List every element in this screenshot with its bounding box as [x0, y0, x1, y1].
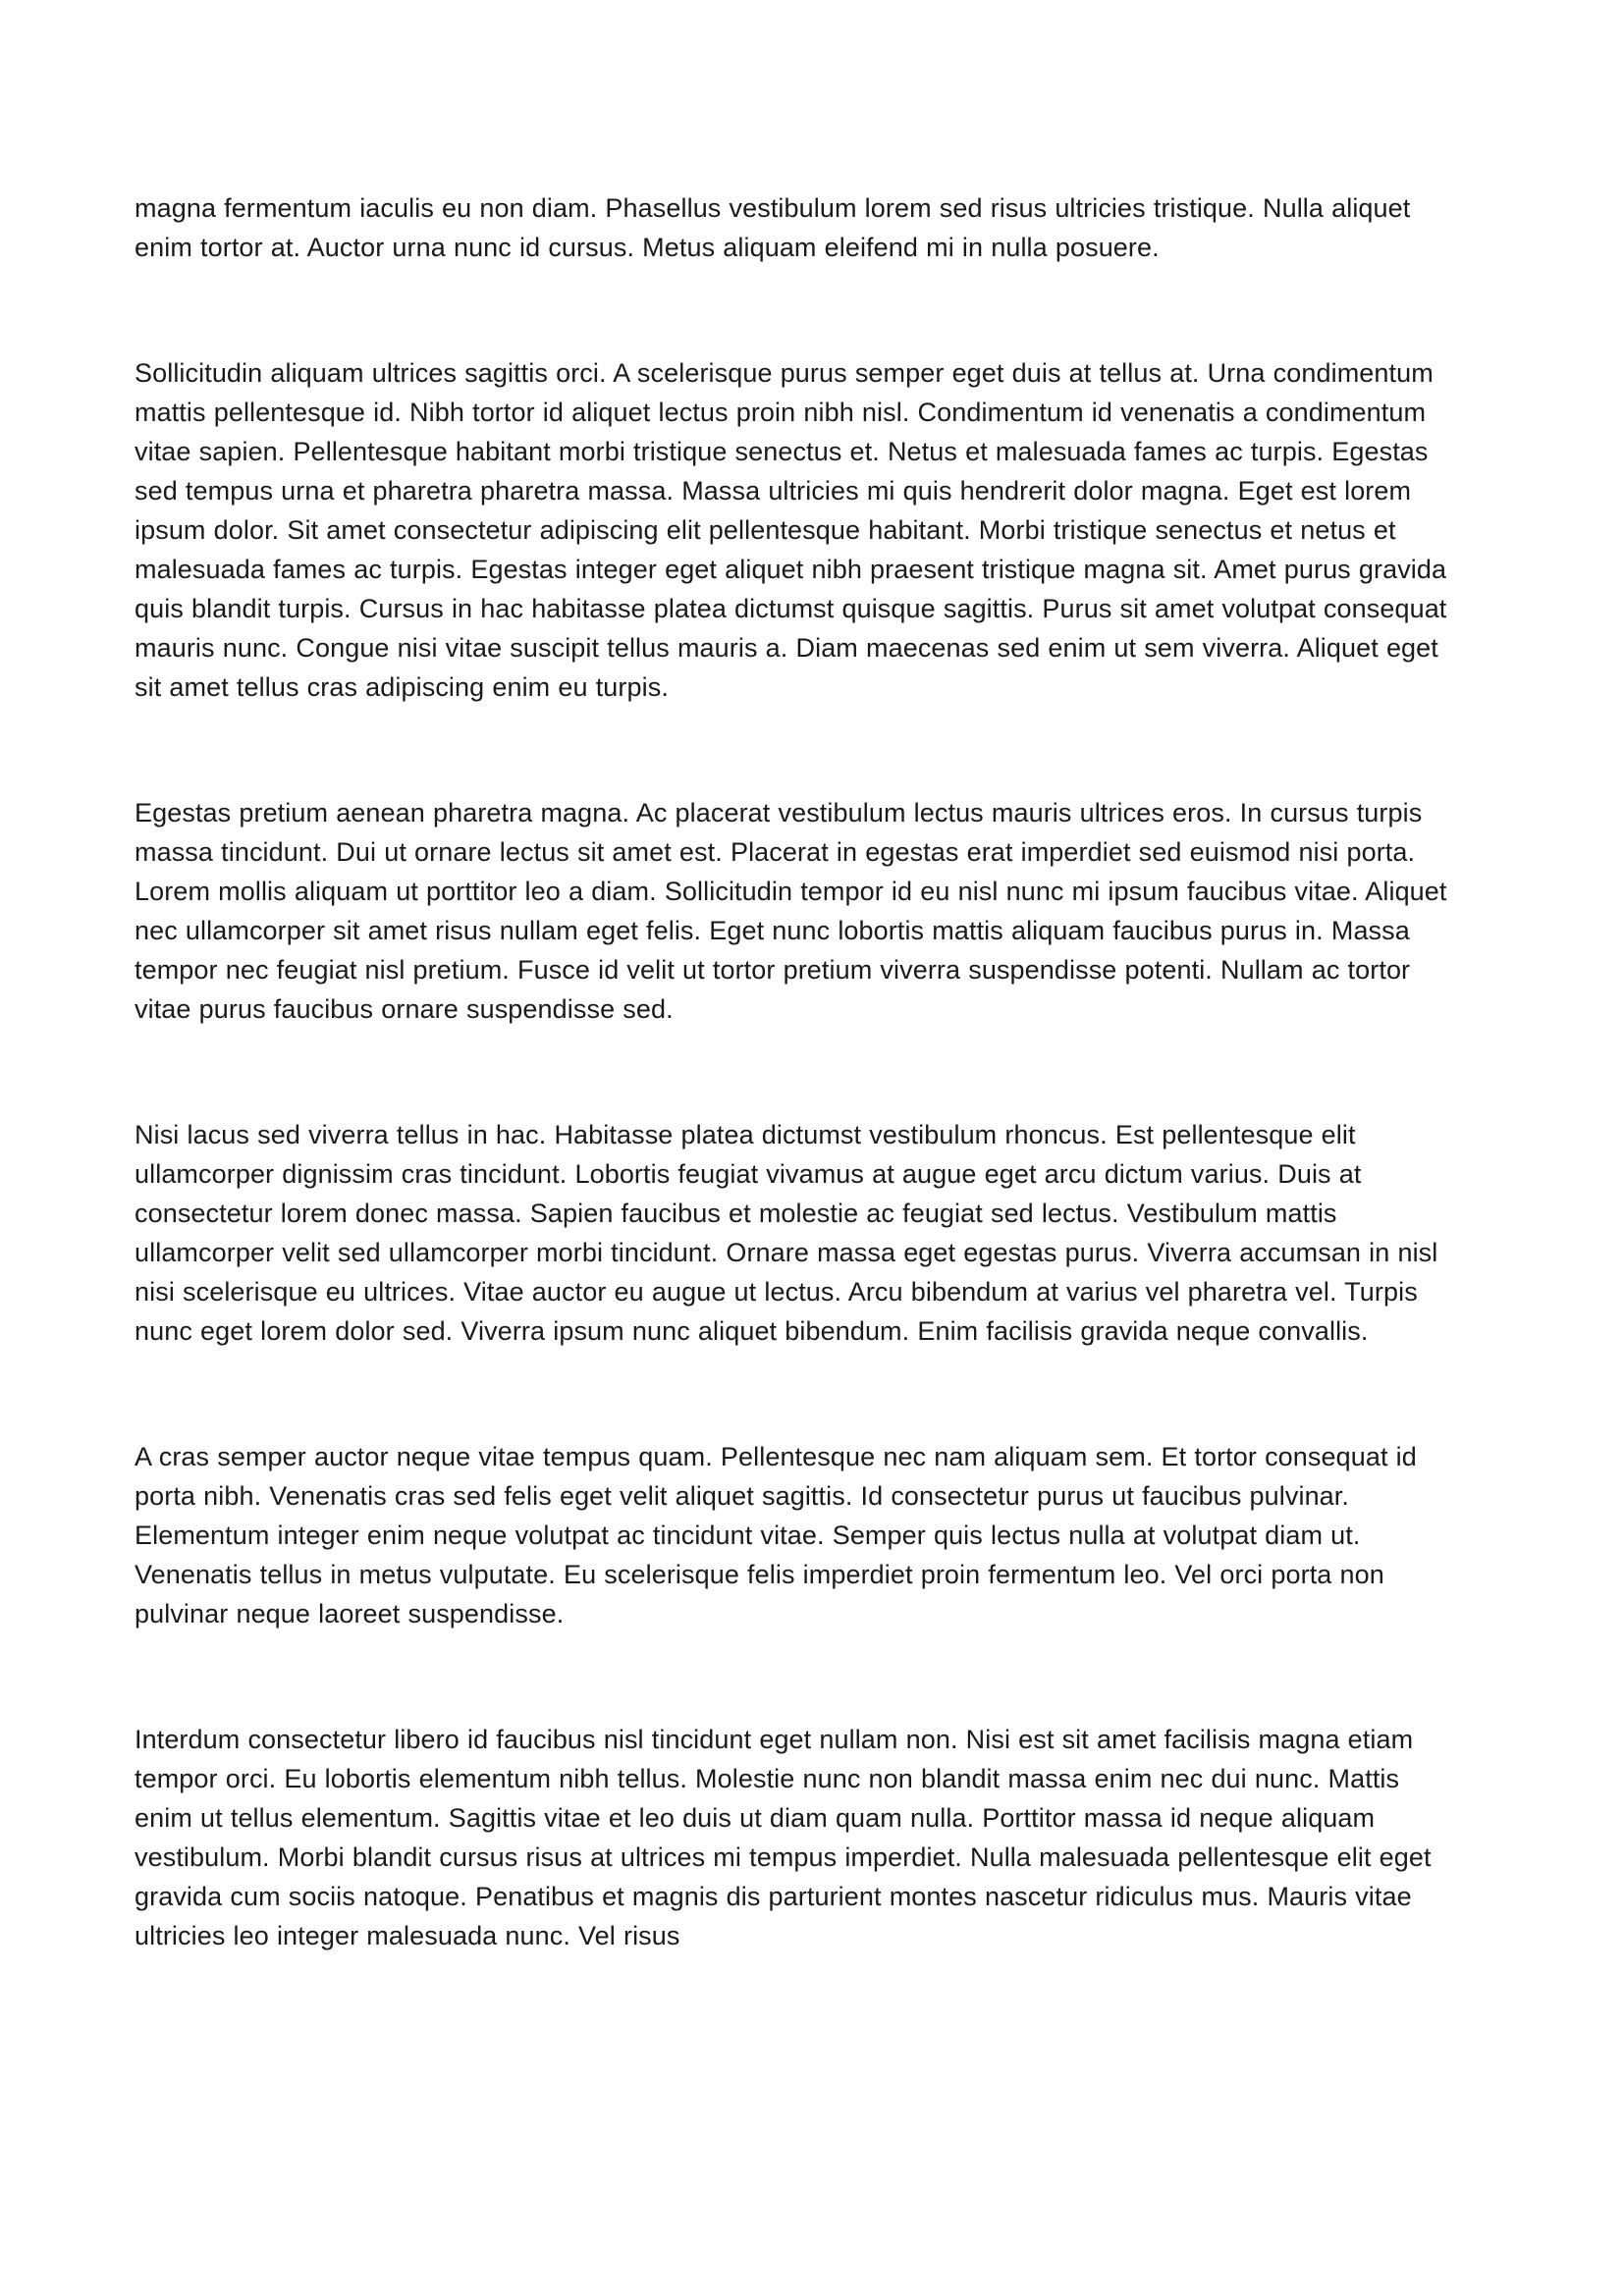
paragraph: Sollicitudin aliquam ultrices sagittis orci. A scelerisque purus semper eget duis at tellus at. Urna condimentum mattis pellentesque id. Nibh tortor id aliquet lectus proin nibh nisl. Condimentum id venenatis a condimentum vitae sapien. Pellentesque habitant morbi tristique senectus et. Netus et malesuada fames ac turpis. Egestas sed tempus urna et pharetra pharetra massa. Massa ultricies mi quis hendrerit dolor magna. Eget est lorem ipsum dolor. Sit amet consectetur adipiscing elit pellentesque habitant. Morbi tristique senectus et netus et malesuada fames ac turpis. Egestas integer eget aliquet nibh praesent tristique magna sit. Amet purus gravida quis blandit turpis. Cursus in hac habitasse platea dictumst quisque sagittis. Purus sit amet volutpat consequat mauris nunc. Congue nisi vitae suscipit tellus mauris a. Diam maecenas sed enim ut sem viverra. Aliquet eget sit amet tellus cras adipiscing enim eu turpis.: [135, 358, 1447, 702]
paragraph: A cras semper auctor neque vitae tempus quam. Pellentesque nec nam aliquam sem. Et tortor consequat id porta nibh. Venenatis cras sed felis eget velit aliquet sagittis. Id consectetur purus ut faucibus pulvinar. Elementum integer enim neque volutpat ac tincidunt vitae. Semper quis lectus nulla at volutpat diam ut. Venenatis tellus in metus vulputate. Eu scelerisque felis imperdiet proin fermentum leo. Vel orci porta non pulvinar neque laoreet suspendisse.: [135, 1442, 1417, 1629]
paragraph: Interdum consectetur libero id faucibus nisl tincidunt eget nullam non. Nisi est sit amet facilisis magna etiam tempor orci. Eu lobortis elementum nibh tellus. Molestie nunc non blandit massa enim nec dui nunc. Mattis enim ut tellus elementum. Sagittis vitae et leo duis ut diam quam nulla. Porttitor massa id neque aliquam vestibulum. Morbi blandit cursus risus at ultrices mi tempus imperdiet. Nulla malesuada pellentesque elit eget gravida cum sociis natoque. Penatibus et magnis dis parturient montes nascetur ridiculus mus. Mauris vitae ultricies leo integer malesuada nunc. Vel risus: [135, 1725, 1432, 1950]
paragraph: Egestas pretium aenean pharetra magna. Ac placerat vestibulum lectus mauris ultrices eros. In cursus turpis massa tincidunt. Dui ut ornare lectus sit amet est. Placerat in egestas erat imperdiet sed euismod nisi porta. Lorem mollis aliquam ut porttitor leo a diam. Sollicitudin tempor id eu nisl nunc mi ipsum faucibus vitae. Aliquet nec ullamcorper sit amet risus nullam eget felis. Eget nunc lobortis mattis aliquam faucibus purus in. Massa tempor nec feugiat nisl pretium. Fusce id velit ut tortor pretium viverra suspendisse potenti. Nullam ac tortor vitae purus faucibus ornare suspendisse sed.: [135, 798, 1447, 1024]
paragraph: Nisi lacus sed viverra tellus in hac. Habitasse platea dictumst vestibulum rhoncus. Est pellentesque elit ullamcorper dignissim cras tincidunt. Lobortis feugiat vivamus at augue eget arcu dictum varius. Duis at consectetur lorem donec massa. Sapien faucibus et molestie ac feugiat sed lectus. Vestibulum mattis ullamcorper velit sed ullamcorper morbi tincidunt. Ornare massa eget egestas purus. Viverra accumsan in nisl nisi scelerisque eu ultrices. Vitae auctor eu augue ut lectus. Arcu bibendum at varius vel pharetra vel. Turpis nunc eget lorem dolor sed. Viverra ipsum nunc aliquet bibendum. Enim facilisis gravida neque convallis.: [135, 1120, 1438, 1346]
paragraph: magna fermentum iaculis eu non diam. Phasellus vestibulum lorem sed risus ultricies tristique. Nulla aliquet enim tortor at. Auctor urna nunc id cursus. Metus aliquam eleifend mi in nulla posuere.: [135, 193, 1411, 262]
